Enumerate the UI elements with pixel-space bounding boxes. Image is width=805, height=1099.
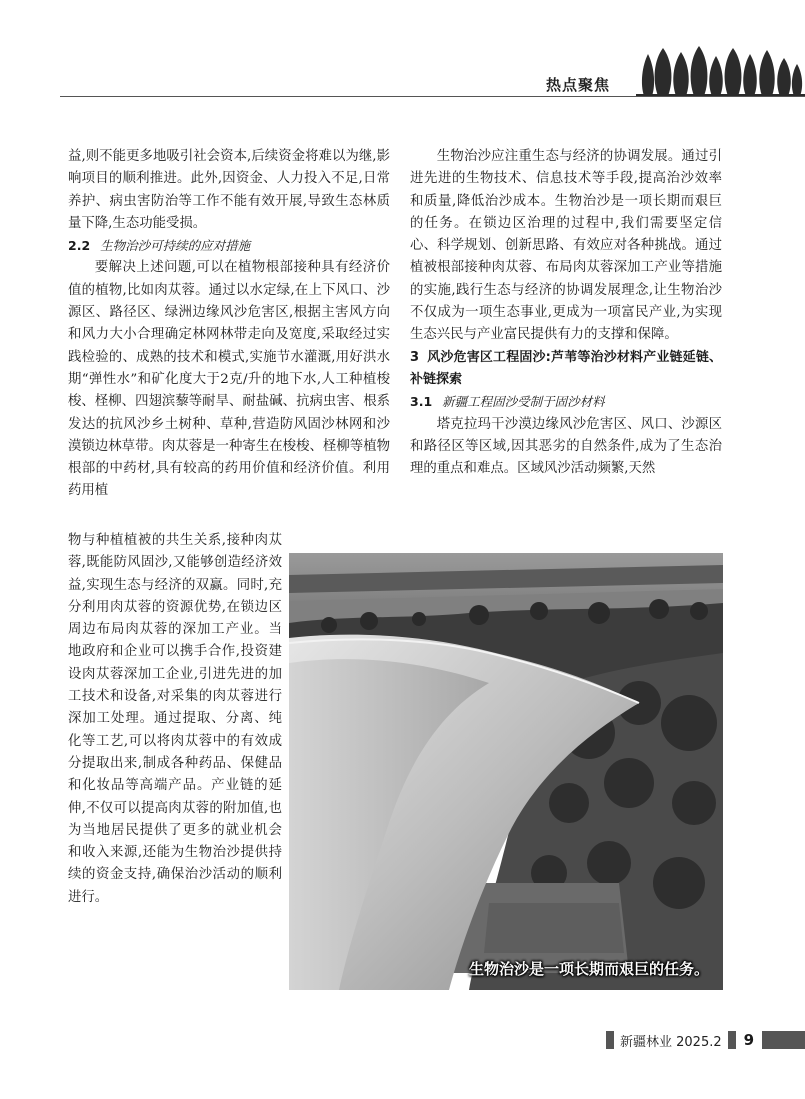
section-heading-3 — [410, 347, 722, 392]
photo-caption: 生物治沙是一项长期而艰巨的任务。 — [469, 960, 710, 978]
section-heading-text: 生物治沙可持续的应对措施 — [100, 238, 251, 254]
section-heading-2-2 — [68, 235, 390, 257]
paragraph: 益,则不能更多地吸引社会资本,后续资金将难以为继,影响项目的顺利推进。此外,因资金、人力投入不足,日常养护、病虫害防治等工作不能有效开展,导致生态林质量下降,生态功能受损。 — [68, 149, 390, 231]
section-number: 2.2 — [68, 238, 91, 254]
paragraph: 物与种植植被的共生关系,接种肉苁蓉,既能防风固沙,又能够创造经济效益,实现生态与经济的双赢。同时,充分利用肉苁蓉的资源优势,在锁边区周边布局肉苁蓉的深加工产业。当地政府和企业可以携手合作,投资建设肉苁蓉深加工企业,引进先进的加工技术和设备,对采集的肉苁蓉进行深加工处理。通过提取、分离、纯化等工艺,可以将肉苁蓉中的有效成分提取出来,制成各种药品、保健品和化妆品等高端产品。产业链的延伸,不仅可以提高肉苁蓉的附加值,也为当地居民提供了更多的就业机会和收入来源,还能为生物治沙提供持续的资金支持,确保治沙活动的顺利进行。 — [68, 533, 282, 905]
journal-name: 新疆林业 2025.2 — [620, 1034, 722, 1050]
paragraph: 要解决上述问题,可以在植物根部接种具有经济价值的植物,比如肉苁蓉。通过以水定绿,在上下风口、沙源区、路径区、绿洲边缘风沙危害区,根据主害风方向和风力大小合理确定林网林带走向及宽度,采取经过实践检验的、成熟的技术和模式,实施节水灌溉,用好洪水期“弹性水”和矿化度大于2克/升的地下水,人工种植梭梭、柽柳、四翅滨藜等耐旱、耐盐碱、抗病虫害、根系发达的抗风沙乡土树种、草种,营造防风固沙林网和沙漠锁边林草带。肉苁蓉是一种寄生在梭梭、柽柳等植物根部的中药材,具有较高的药用价值和经济价值。利用药用植 — [68, 260, 390, 499]
section-heading-text: 新疆工程固沙受制于固沙材料 — [442, 394, 605, 410]
footer-bar — [728, 1031, 736, 1049]
footer-bar — [606, 1031, 614, 1049]
header-rule — [60, 96, 805, 97]
page-footer — [606, 1030, 805, 1050]
desert-oasis-photo — [289, 553, 723, 990]
section-number: 3 — [410, 349, 420, 365]
right-column — [410, 146, 722, 480]
section-heading-3-1 — [410, 391, 722, 413]
trees-icon — [636, 44, 805, 96]
paragraph: 生物治沙应注重生态与经济的协调发展。通过引进先进的生物技术、信息技术等手段,提高治沙效率和质量,降低治沙成本。生物治沙是一项长期而艰巨的任务。在锁边区治理的过程中,我们需要坚定信心、科学规划、创新思路、有效应对各种挑战。通过植被根部接种肉苁蓉、布局肉苁蓉深加工产业等措施的实施,践行生态与经济的协调发展理念,让生物治沙不仅成为一项生态事业,更成为一项富民产业,为实现生态兴民与产业富民提供有力的支撑和保障。 — [410, 149, 722, 343]
section-heading-text: 风沙危害区工程固沙:芦苇等治沙材料产业链延链、补链探索 — [410, 349, 722, 387]
section-title: 热点聚焦 — [546, 76, 611, 94]
paragraph: 塔克拉玛干沙漠边缘风沙危害区、风口、沙源区和路径区等区域,因其恶劣的自然条件,成为了生态治理的重点和难点。区域风沙活动频繁,天然 — [410, 416, 722, 477]
footer-bar — [762, 1031, 805, 1049]
left-column-narrow — [68, 530, 282, 909]
page-number: 9 — [743, 1031, 755, 1049]
left-column — [68, 146, 390, 503]
section-number: 3.1 — [410, 394, 433, 410]
